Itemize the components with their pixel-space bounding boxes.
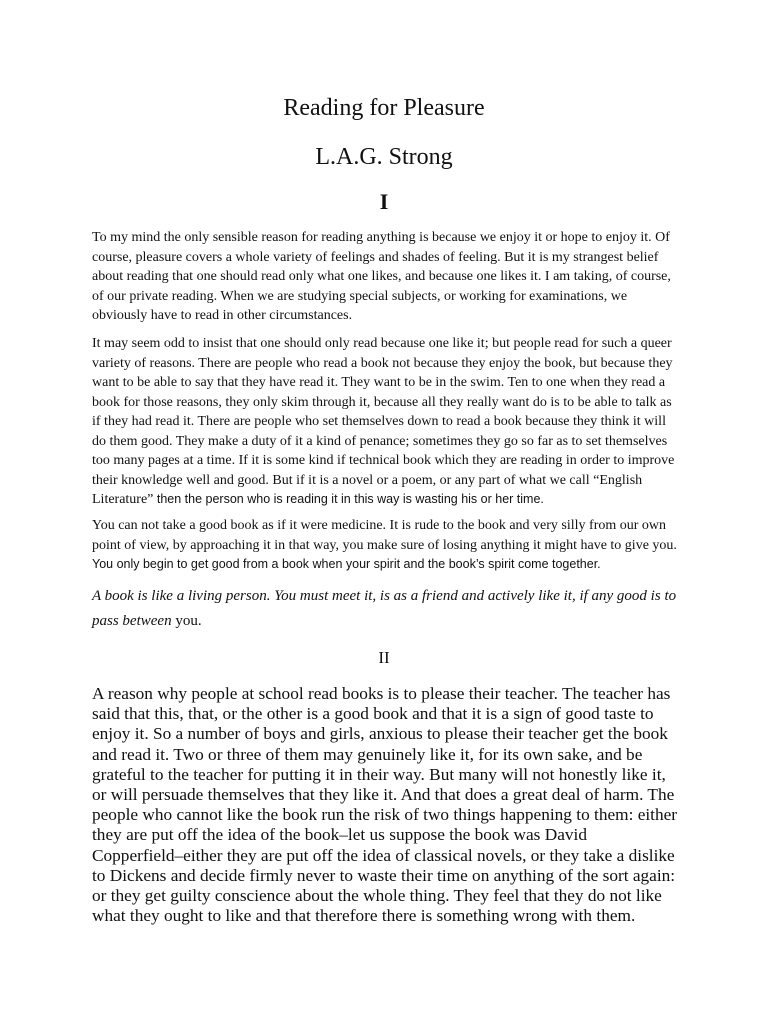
quote-text: A book is like a living person. You must meet it, is as a friend and actively like it, if any good is to pass between (92, 588, 677, 629)
paragraph-2 (92, 334, 680, 510)
paragraph-3 (92, 516, 680, 575)
paragraph-4: A reason why people at school read books is to please their teacher. The teacher has said that this, that, or the other is a good book and that it is a sign of good taste to enjoy it. So a number of boys and girls, anxious to please their teacher get the book and read it. Two or three of them may genuinely like it, for its own sake, and be grateful to the teacher for putting it in their way. But many will not honestly like it, or will persuade themselves that they like it. And that does a great deal of harm. The people who cannot like the book run the risk of two things happening to them: either they are put off the idea of the book–let us suppose the book was David Copperfield–either they are put off the idea of classical novels, or they take a dislike to Dickens and decide firmly never to waste their time on anything of the sort again: or they get guilty conscience about the whole thing. They feel that they do not like what they ought to like and that therefore there is something wrong with them. (92, 684, 678, 926)
section-heading-two: II (378, 648, 390, 667)
paragraph-3-text: You can not take a good book as if it were medicine. It is rude to the book and very silly from our own point of view, by approaching it in that way, you make sure of losing anything it might have to give you. (92, 518, 677, 553)
quote-end: you. (171, 613, 202, 629)
paragraph-2-text: It may seem odd to insist that one should only read because one like it; but people read for such a queer variety of reasons. There are people who read a book not because they enjoy the book, but because they want to be able to say that they have read it. They want to be in the swim. Ten to one when they read a book for those reasons, they only skim through it, because all they really want do is to be able to talk as if they had read it. There are people who set themselves down to read a book because they think it will do them good. They make a duty of it a kind of penance; sometimes they go so far as to set themselves too many pages at a time. If it is some kind if technical book which they are reading in order to improve their knowledge well and good. But if it is a novel or a poem, or any part of what we call “English Literature” (92, 336, 675, 507)
document-author: L.A.G. Strong (315, 144, 453, 170)
section-heading-one: I (379, 189, 389, 214)
paragraph-2-tail: then the person who is reading it in this way is wasting his or her time. (153, 492, 544, 506)
quote-paragraph (92, 584, 680, 634)
paragraph-1: To my mind the only sensible reason for reading anything is because we enjoy it or hope to enjoy it. Of course, pleasure covers a whole variety of feelings and shades of feeling. But it is my strangest belief about reading that one should read only what one likes, and because one likes it. I am taking, of course, of our private reading. When we are studying special subjects, or working for examinations, we obviously have to read in other circumstances. (92, 230, 671, 323)
paragraph-3-tail: You only begin to get good from a book when your spirit and the book’s spirit come together. (92, 557, 601, 571)
document-title: Reading for Pleasure (283, 95, 485, 121)
